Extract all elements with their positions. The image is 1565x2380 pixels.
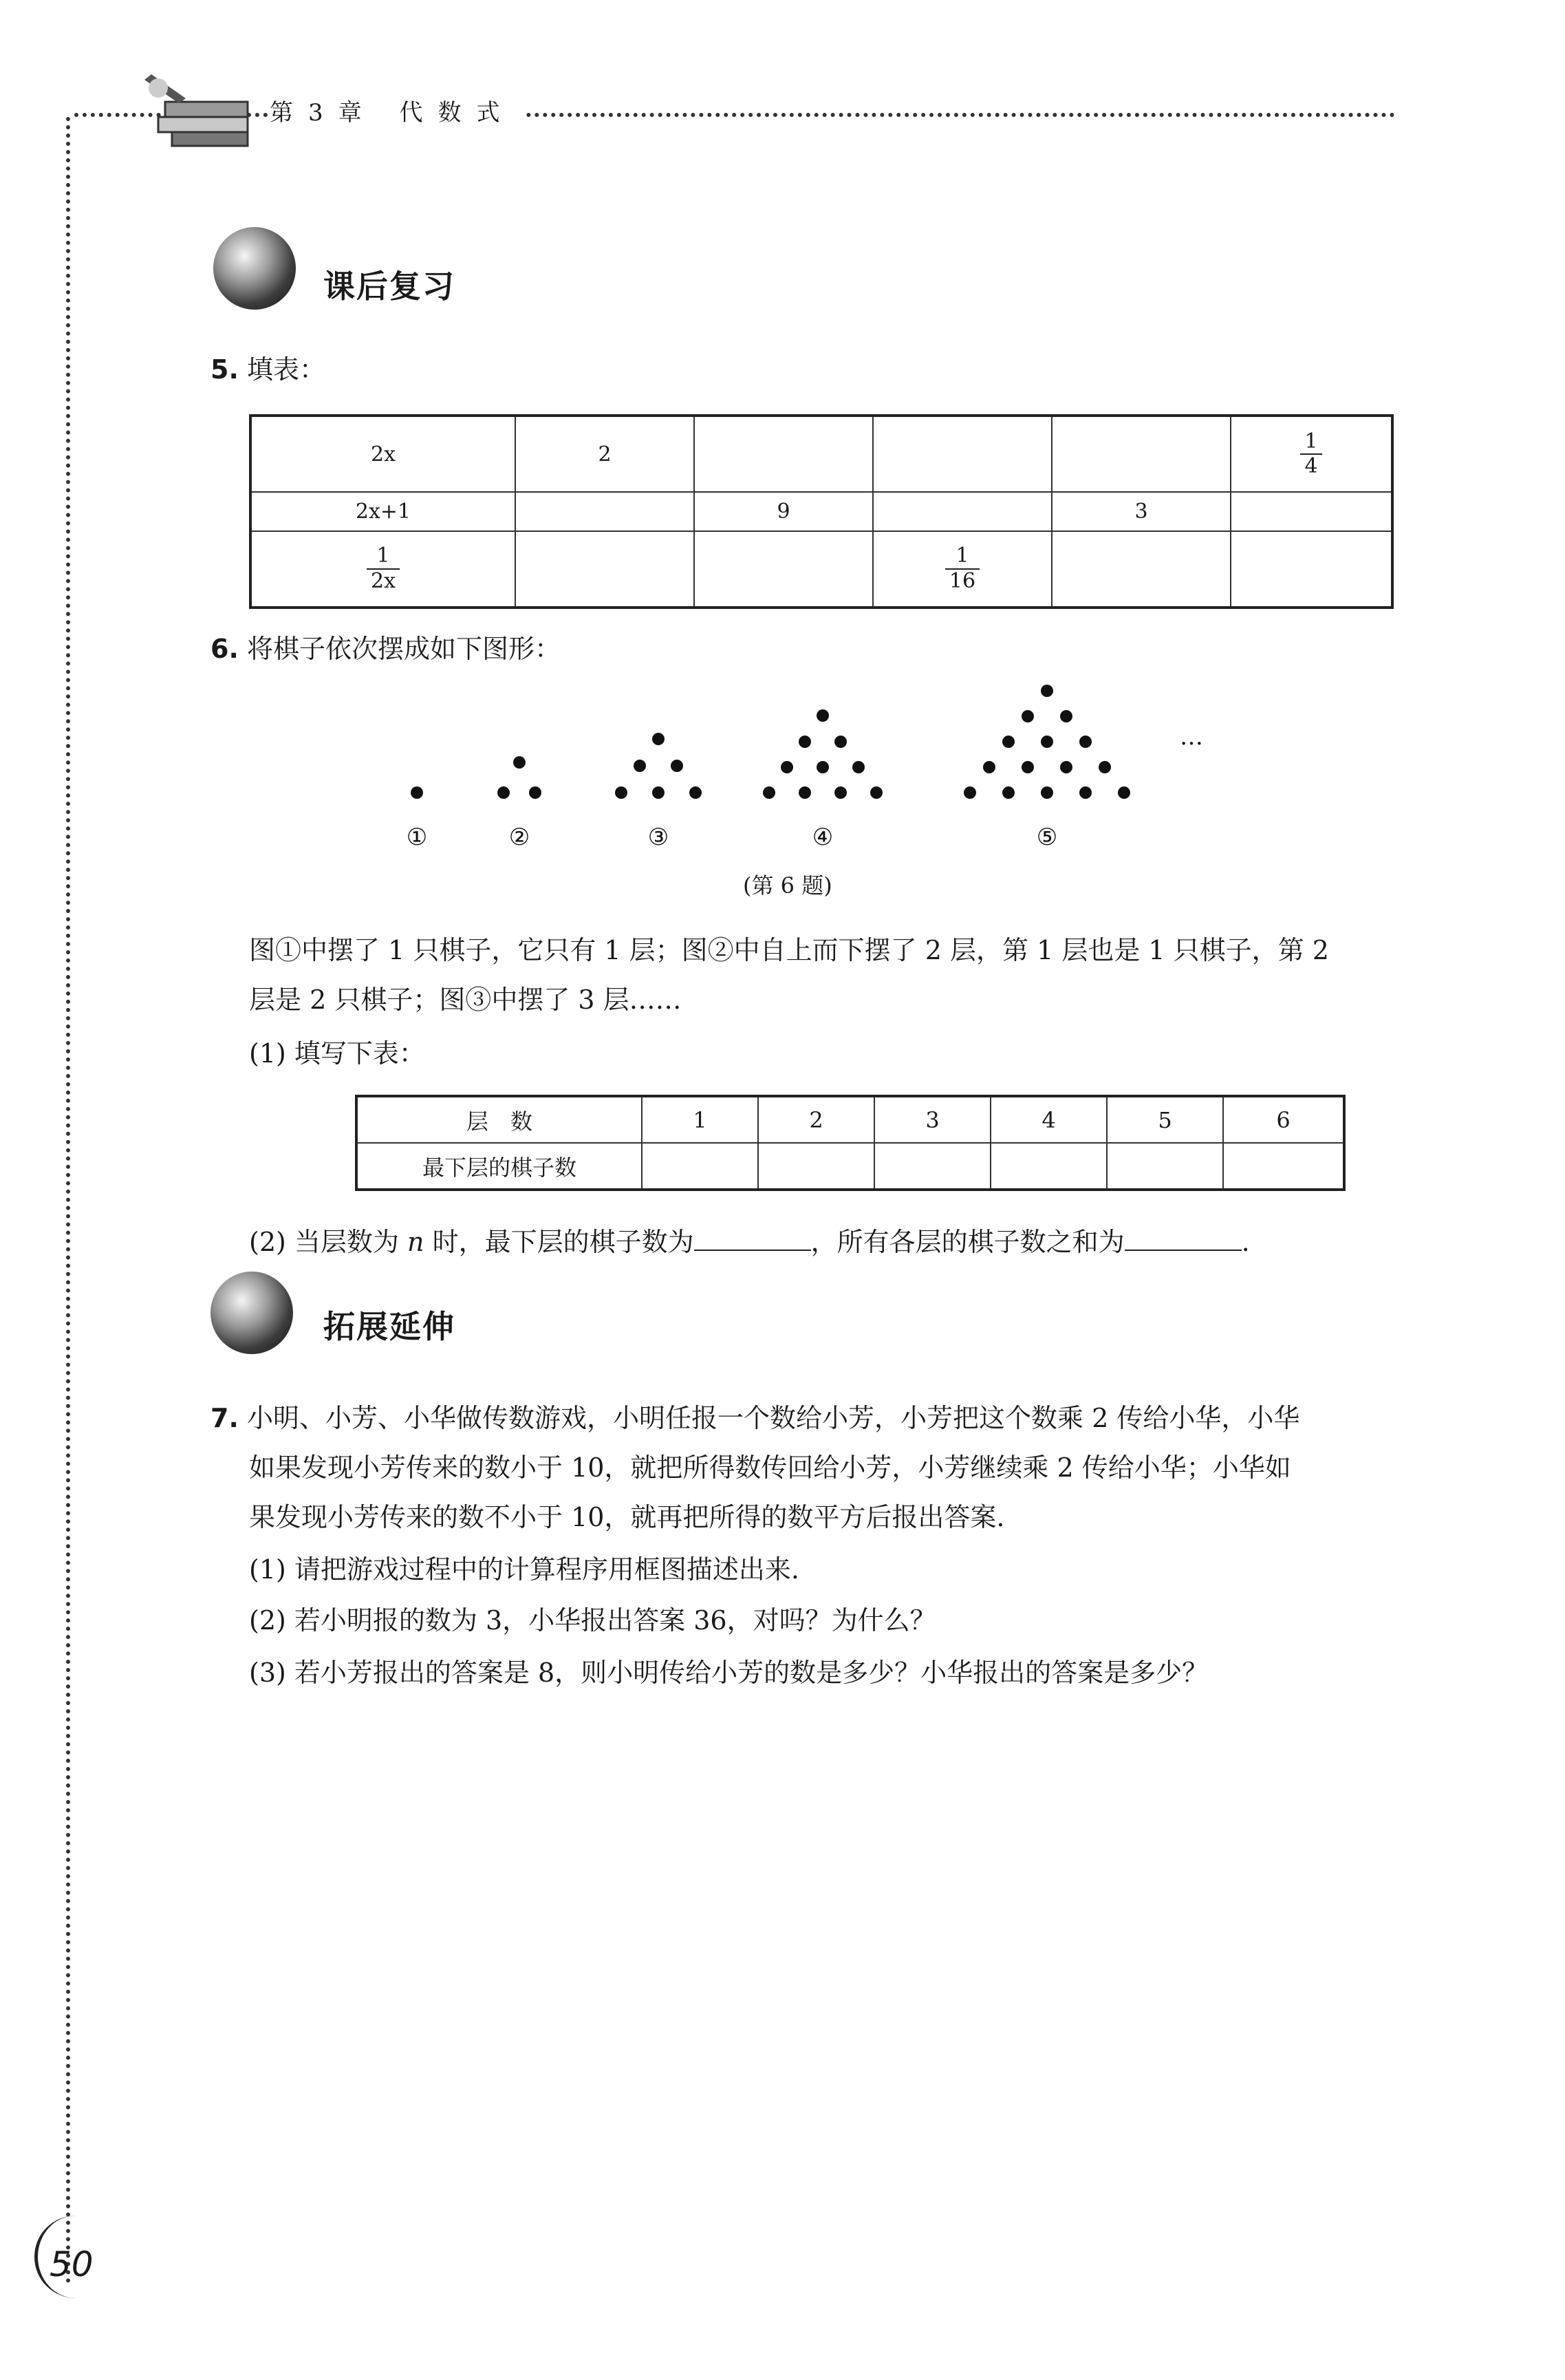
question-number: 7. xyxy=(211,1403,239,1433)
chess-piece xyxy=(513,756,526,769)
question-text: 小明、小芳、小华做传数游戏，小明任报一个数给小芳，小芳把这个数乘 2 传给小华，小华 xyxy=(246,1403,1300,1433)
section-globe-icon xyxy=(211,1272,293,1354)
chess-piece xyxy=(689,786,702,799)
chess-piece xyxy=(1002,786,1015,799)
table-cell xyxy=(694,416,873,492)
chess-piece xyxy=(834,786,847,799)
question-6-prompt xyxy=(211,623,561,674)
question-7-sub1: (1) 请把游戏过程中的计算程序用框图描述出来. xyxy=(249,1554,799,1585)
margin-dotted-rule xyxy=(66,117,70,2284)
chess-piece xyxy=(870,786,883,799)
chess-piece xyxy=(1060,761,1072,773)
question-7-line3: 果发现小芳传来的数不小于 10，就再把所得的数平方后报出答案. xyxy=(249,1502,1005,1532)
chess-piece xyxy=(799,736,811,748)
table-cell xyxy=(515,531,694,608)
question-number: 6. xyxy=(211,634,239,664)
chess-piece xyxy=(411,786,423,799)
chess-piece xyxy=(763,786,775,799)
chess-piece xyxy=(781,761,793,773)
figure-label: ② xyxy=(508,824,530,851)
table-cell xyxy=(873,416,1052,492)
chess-piece xyxy=(1118,786,1130,799)
table-cell: 2 xyxy=(515,416,694,492)
chess-piece xyxy=(615,786,627,799)
chess-piece xyxy=(1041,685,1053,697)
answer-blank[interactable] xyxy=(694,1250,811,1251)
fraction: $\frac{1}{4}$ xyxy=(1300,430,1321,479)
chess-pieces-figure xyxy=(385,667,1280,867)
q6-text-line2: 层是 2 只棋子；图③中摆了 3 层…… xyxy=(249,985,682,1015)
question-7-sub2: (2) 若小明报的数为 3，小华报出答案 36，对吗？为什么？ xyxy=(249,1605,936,1636)
chapter-logo-icon xyxy=(138,61,268,157)
q6-part2-text-b: 时，最下层的棋子数为 xyxy=(424,1227,694,1257)
question-text: 将棋子依次摆成如下图形： xyxy=(246,634,561,664)
table-cell xyxy=(642,1143,758,1190)
table-cell xyxy=(873,492,1052,531)
page-number: 50 xyxy=(50,2244,94,2284)
figure-ellipsis: … xyxy=(1180,723,1203,751)
question-7-line1 xyxy=(211,1393,1299,1444)
question-7-line2: 如果发现小芳传来的数小于 10，就把所得数传回给小芳，小芳继续乘 2 传给小华；小华如 xyxy=(249,1452,1291,1483)
question-text: 填表： xyxy=(246,354,325,385)
question-number: 5. xyxy=(211,354,239,385)
chess-piece xyxy=(529,786,541,799)
figure-label: ① xyxy=(406,824,428,851)
chess-piece xyxy=(652,733,665,745)
table-cell xyxy=(515,492,694,531)
table-cell: 3 xyxy=(874,1096,991,1143)
figure-label: ⑤ xyxy=(1036,824,1058,851)
question-7-sub3: (3) 若小芳报出的答案是 8，则小明传给小芳的数是多少？小华报出的答案是多少？ xyxy=(249,1658,1209,1688)
q5-fill-table xyxy=(249,414,1394,609)
chess-piece xyxy=(1002,736,1015,748)
q6-part2-text-a: (2) 当层数为 xyxy=(249,1227,407,1257)
table-cell xyxy=(758,1143,874,1190)
table-cell: 3 xyxy=(1052,492,1231,531)
table-cell xyxy=(1223,1143,1344,1190)
table-cell xyxy=(874,1143,991,1190)
chess-piece xyxy=(1041,736,1053,748)
chess-piece xyxy=(671,760,683,772)
variable-n: n xyxy=(407,1227,424,1257)
table-header-cell: 层 数 xyxy=(356,1096,642,1143)
fraction: $\frac{1}{16}$ xyxy=(945,544,980,593)
q6-part1: (1) 填写下表： xyxy=(249,1038,425,1069)
table-cell: 9 xyxy=(694,492,873,531)
table-cell xyxy=(991,1143,1107,1190)
section-title-extend: 拓展延伸 xyxy=(323,1308,455,1345)
fraction: $\frac{1}{2x}$ xyxy=(367,544,400,593)
chess-piece xyxy=(1022,761,1034,773)
table-cell xyxy=(1231,492,1392,531)
figure-label: ③ xyxy=(647,824,669,851)
answer-blank[interactable] xyxy=(1125,1250,1242,1251)
chess-piece xyxy=(1079,786,1092,799)
chess-piece xyxy=(817,761,829,773)
table-cell: 2 xyxy=(758,1096,874,1143)
table-cell: 6 xyxy=(1223,1096,1344,1143)
chess-piece xyxy=(652,786,665,799)
table-cell: 2x+1 xyxy=(250,492,515,531)
figure-label: ④ xyxy=(812,824,834,851)
q6-layer-table xyxy=(355,1095,1346,1191)
question-5-prompt xyxy=(211,344,325,395)
chess-piece xyxy=(1022,710,1034,722)
q6-part2-text-c: ，所有各层的棋子数之和为 xyxy=(810,1227,1125,1257)
table-cell xyxy=(1231,531,1392,608)
table-cell xyxy=(250,531,515,608)
table-cell: 5 xyxy=(1107,1096,1223,1143)
table-cell: 4 xyxy=(991,1096,1107,1143)
chess-piece xyxy=(983,761,995,773)
chess-piece xyxy=(799,786,811,799)
chess-piece xyxy=(1079,736,1092,748)
chess-piece xyxy=(817,709,829,722)
chess-piece xyxy=(834,736,847,748)
table-cell xyxy=(1231,416,1392,492)
chess-piece xyxy=(634,760,646,772)
chess-piece xyxy=(1099,761,1111,773)
table-cell xyxy=(873,531,1052,608)
table-cell xyxy=(694,531,873,608)
chess-piece xyxy=(1060,710,1072,722)
q6-part2 xyxy=(249,1216,1250,1267)
chess-piece xyxy=(497,786,510,799)
table-cell: 2x xyxy=(250,416,515,492)
table-header-cell: 最下层的棋子数 xyxy=(356,1143,642,1190)
section-title-review: 课后复习 xyxy=(323,268,455,305)
q6-part2-end: . xyxy=(1241,1227,1250,1257)
table-cell xyxy=(1107,1143,1223,1190)
table-cell xyxy=(1052,531,1231,608)
table-cell xyxy=(1052,416,1231,492)
q6-text-line1: 图①中摆了 1 只棋子，它只有 1 层；图②中自上而下摆了 2 层，第 1 层也是 1 只棋子，第 2 xyxy=(249,935,1329,965)
chess-piece xyxy=(964,786,976,799)
chess-piece xyxy=(1041,786,1053,799)
figure-caption: (第 6 题) xyxy=(743,872,832,899)
table-cell: 1 xyxy=(642,1096,758,1143)
chess-piece xyxy=(852,761,865,773)
section-globe-icon xyxy=(213,227,296,310)
chapter-title: 第3章 代数式 xyxy=(270,94,524,127)
